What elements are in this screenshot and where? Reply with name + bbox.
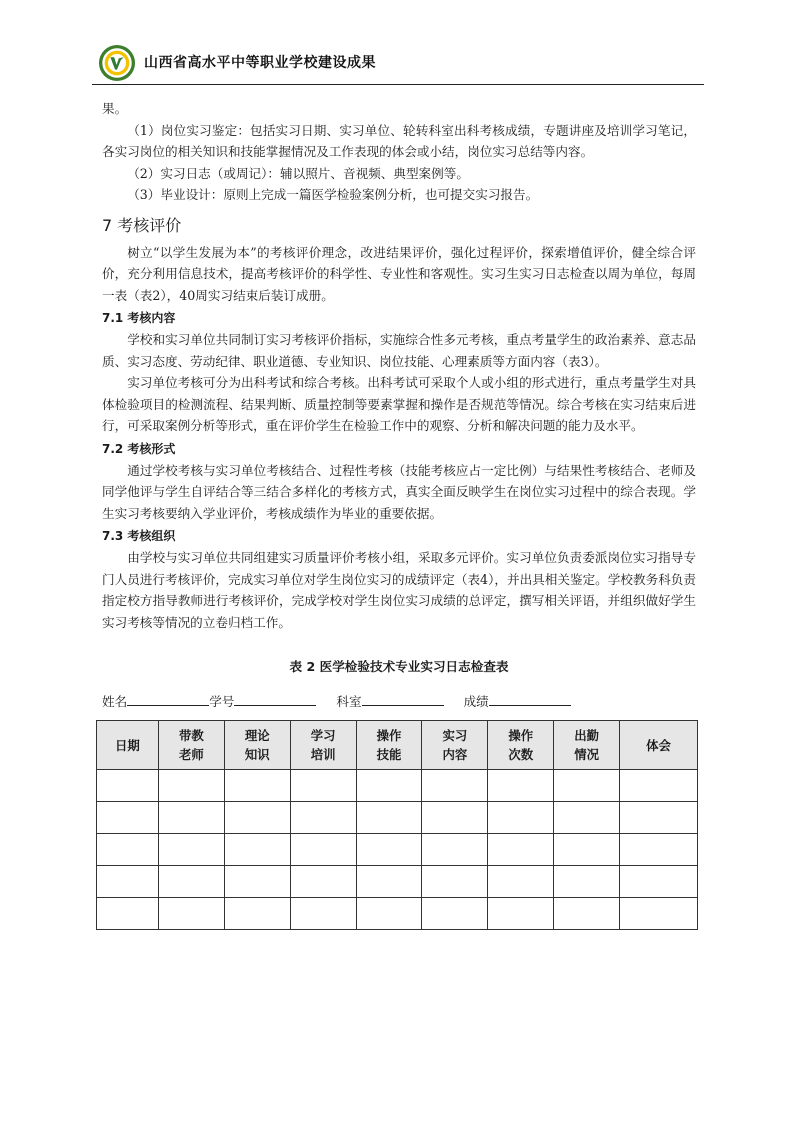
paragraph-item-1: （1）岗位实习鉴定：包括实习日期、实习单位、轮转科室出科考核成绩，专题讲座及培训学习笔记，各实习岗位的相关知识和技能掌握情况及工作表现的体会或小结，岗位实习总结等内容。 [102,122,696,159]
section-7-intro: 树立“以学生发展为本”的考核评价理念，改进结果评价，强化过程评价，探索增值评价，健全综合评价，充分利用信息技术，提高考核评价的科学性、专业性和客观性。实习生实习日志检查以周为单位，每周一表（表2），40周实习结束后装订成册。 [102,244,696,303]
table-cell [224,898,290,930]
table-cell [488,770,554,802]
column-header-text: 体会 [646,737,671,753]
section-7-3-title: 7.3 考核组织 [102,529,176,543]
table-body [97,770,698,930]
table-cell [422,834,488,866]
table-header-row [97,721,698,770]
table-row [97,770,698,802]
section-7-title: 7 考核评价 [102,215,182,235]
name-field-blank [127,691,209,706]
table-cell [224,834,290,866]
section-7-1-paragraph-1: 学校和实习单位共同制订实习考核评价指标，实施综合性多元考核，重点考量学生的政治素养、意志品质、实习态度、劳动纪律、职业道德、专业知识、岗位技能、心理素质等方面内容（表3）。 [102,332,696,369]
table-cell [620,898,698,930]
school-logo-icon [98,44,136,82]
column-header-text: 理论 [244,728,270,743]
table-cell [422,898,488,930]
paragraph-item-3: （3）毕业设计：原则上完成一篇医学检验案例分析，也可提交实习报告。 [127,187,539,202]
section-7-3-paragraph: 由学校与实习单位共同组建实习质量评价考核小组，采取多元评价。实习单位负责委派岗位实习指导专门人员进行考核评价，完成实习单位对学生岗位实习的成绩评定（表4），并出具相关鉴定。学校教务科负责指定校方指导教师进行考核评价，完成学校对学生岗位实习成绩的总评定，撰写相关评语，并组织做好学生实习考核等情况的立卷归档工作。 [102,550,696,630]
table-cell [488,898,554,930]
column-header-9 [620,721,698,770]
table-cell [97,770,159,802]
table-cell [97,898,159,930]
column-header-7 [488,721,554,770]
section-7-1-paragraph-2: 实习单位考核可分为出科考试和综合考核。出科考试可采取个人或小组的形式进行，重点考量学生对具体检验项目的检测流程、结果判断、质量控制等要素掌握和操作是否规范等情况。综合考核在实习结束后进行，可采取案例分析等形式，重在评价学生在检验工作中的观察、分析和解决问题的能力及水平。 [102,375,696,433]
table-cell [97,802,159,834]
table-cell [554,834,620,866]
table-cell [488,802,554,834]
grade-field-blank [489,691,571,706]
student-id-field-blank [234,691,316,706]
table-cell [224,770,290,802]
table-cell [620,866,698,898]
table-cell [158,802,224,834]
column-header-2 [158,721,224,770]
table-cell [356,802,422,834]
table-2-title: 表 2 医学检验技术专业实习日志检查表 [289,659,509,674]
header-title: 山西省高水平中等职业学校建设成果 [144,55,376,71]
column-header-text: 老师 [178,747,204,762]
page-content [102,98,696,930]
paragraph-lead: 果。 [102,101,128,116]
section-7-1-title: 7.1 考核内容 [102,311,176,325]
column-header-text: 日期 [115,737,140,753]
table-cell [356,770,422,802]
table-cell [97,834,159,866]
table-cell [554,802,620,834]
column-header-text: 情况 [574,747,600,762]
table-cell [356,866,422,898]
column-header-text: 操作 [508,728,534,743]
column-header-text: 学习 [310,728,336,743]
department-field-blank [362,691,444,706]
section-7-2-title: 7.2 考核形式 [102,441,176,456]
table-row [97,834,698,866]
column-header-text: 知识 [244,747,270,762]
table-2-form-fields [102,691,696,712]
table-cell [620,802,698,834]
table-cell [290,898,356,930]
table-cell [158,834,224,866]
table-cell [554,898,620,930]
log-check-table [96,720,698,930]
table-cell [290,802,356,834]
table-cell [290,770,356,802]
paragraph-item-2: （2）实习日志（或周记）：辅以照片、音视频、典型案例等。 [127,165,469,181]
name-field-label: 姓名 [102,694,128,709]
table-cell [620,834,698,866]
table-cell [290,866,356,898]
column-header-text: 培训 [310,747,336,762]
student-id-field-label: 学号 [209,694,235,709]
table-cell [97,866,159,898]
column-header-text: 操作 [376,728,402,743]
table-cell [620,770,698,802]
table-cell [158,866,224,898]
table-cell [224,802,290,834]
page-header [92,38,704,86]
column-header-text: 带教 [178,728,204,743]
table-cell [422,802,488,834]
table-cell [356,898,422,930]
column-header-4 [290,721,356,770]
table-cell [422,866,488,898]
department-field-label: 科室 [336,694,362,709]
column-header-5 [356,721,422,770]
column-header-3 [224,721,290,770]
header-divider [92,84,704,85]
grade-field-label: 成绩 [463,694,489,709]
column-header-text: 实习 [442,728,468,743]
table-cell [356,834,422,866]
column-header-text: 内容 [442,747,468,762]
column-header-text: 技能 [376,747,402,762]
column-header-6 [422,721,488,770]
column-header-text: 次数 [508,747,534,762]
table-cell [488,834,554,866]
table-cell [158,770,224,802]
table-cell [290,834,356,866]
table-cell [158,898,224,930]
table-cell [554,770,620,802]
table-row [97,866,698,898]
table-cell [422,770,488,802]
table-cell [554,866,620,898]
table-row [97,898,698,930]
column-header-text: 出勤 [574,728,600,743]
column-header-8 [554,721,620,770]
column-header-1 [97,721,159,770]
section-7-2-paragraph: 通过学校考核与实习单位考核结合、过程性考核（技能考核应占一定比例）与结果性考核结合、老师及同学他评与学生自评结合等三结合多样化的考核方式，真实全面反映学生在岗位实习过程中的综合表现。学生实习考核要纳入学业评价，考核成绩作为毕业的重要依据。 [102,462,696,521]
table-cell [488,866,554,898]
table-cell [224,866,290,898]
table-row [97,802,698,834]
